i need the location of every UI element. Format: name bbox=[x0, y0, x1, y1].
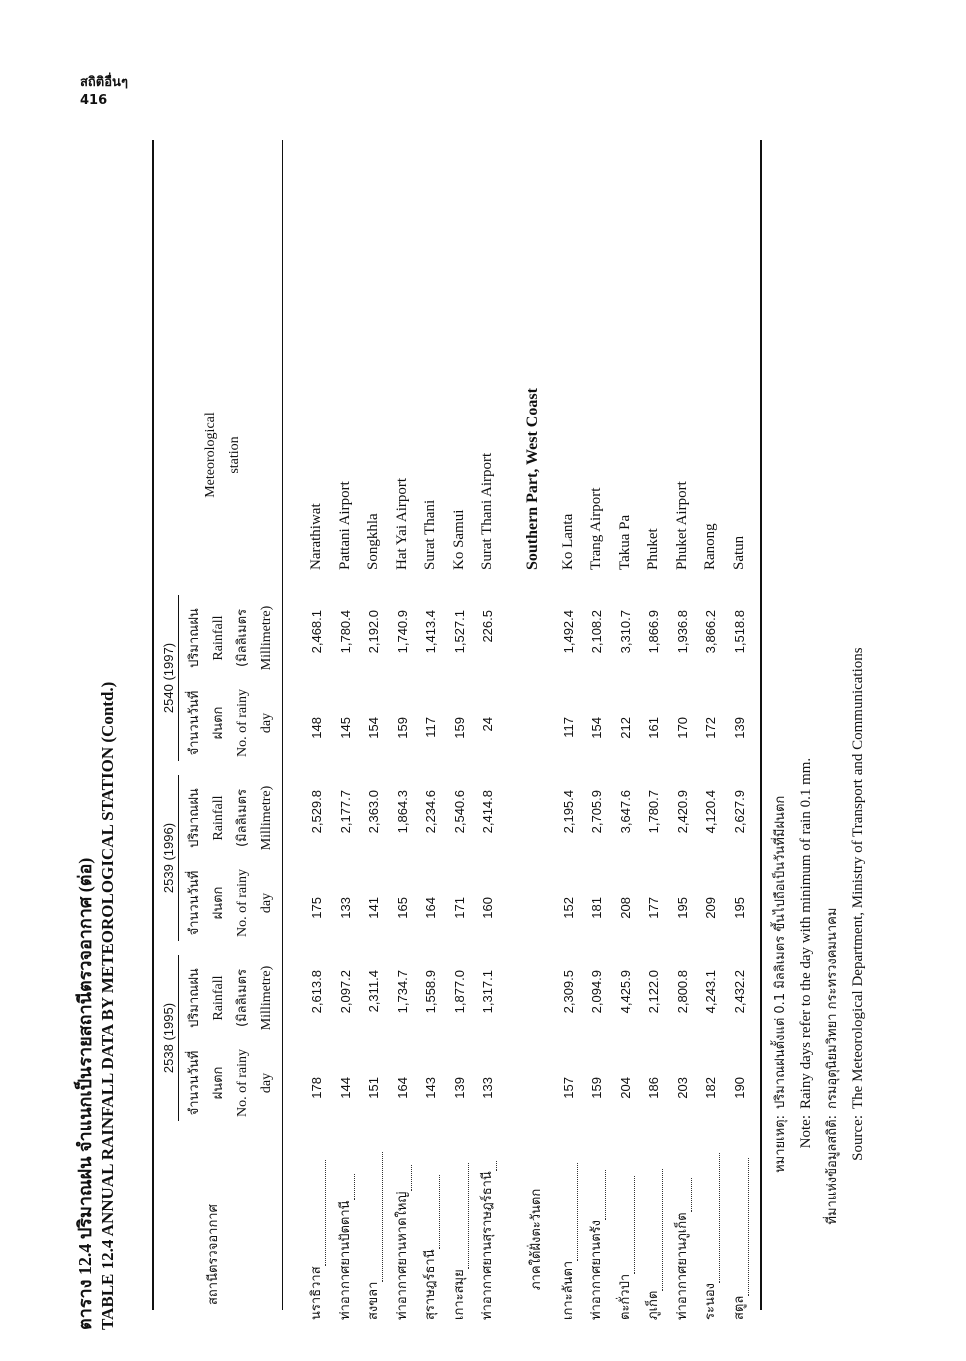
region-label-thai: ภาคใต้ฝั่งตะวันตก bbox=[528, 1188, 544, 1290]
note-text: กรมอุตุนิยมวิทยา กระทรวงคมนาคม bbox=[825, 907, 840, 1109]
leader-dots bbox=[593, 1170, 606, 1220]
rainfall-value: 1,936.8 bbox=[674, 610, 690, 654]
rainfall-value: 4,425.9 bbox=[617, 970, 633, 1014]
rainy-day-header: จำนวนวันที่ bbox=[187, 1050, 202, 1116]
rainy-day-value: 159 bbox=[451, 717, 467, 739]
station-name-thai bbox=[588, 1170, 606, 1320]
rainfall-value: 1,413.4 bbox=[423, 610, 438, 654]
rainfall-value: 2,195.4 bbox=[560, 790, 576, 834]
rainy-day-header: No. of rainy bbox=[235, 1048, 250, 1118]
rainfall-value: 2,192.0 bbox=[366, 610, 381, 654]
year-header: 2540 (1997) bbox=[161, 642, 176, 714]
header-bottom-rule bbox=[282, 140, 283, 1310]
note-label: Note: bbox=[798, 1115, 814, 1149]
rainy-day-value: 159 bbox=[589, 1077, 604, 1099]
station-name-english: Surat Thani Airport bbox=[479, 452, 495, 570]
station-name-english: Songkhla bbox=[365, 513, 381, 570]
rainfall-value: 1,527.1 bbox=[451, 610, 467, 654]
station-name-thai-text: สุราษฎร์ธานี bbox=[423, 1249, 438, 1320]
leader-dots bbox=[736, 1158, 749, 1296]
rainy-day-header: day bbox=[259, 1072, 274, 1094]
rainy-day-value: 164 bbox=[394, 1077, 410, 1099]
note-line bbox=[796, 758, 816, 1290]
rainy-day-value: 160 bbox=[480, 897, 495, 919]
rainy-day-value: 164 bbox=[423, 897, 438, 919]
page-number: 416 bbox=[80, 93, 108, 108]
leader-dots bbox=[622, 1176, 635, 1274]
station-name-english: Hat Yai Airport bbox=[393, 477, 410, 570]
station-header-thai: สถานีตรวจอากาศ bbox=[206, 1204, 221, 1305]
rainy-day-header: จำนวนวันที่ bbox=[187, 870, 202, 936]
note-line bbox=[848, 647, 868, 1290]
station-name-english: Trang Airport bbox=[588, 487, 604, 570]
station-name-thai-text: ระนอง bbox=[703, 1282, 718, 1320]
year-underline bbox=[178, 595, 179, 761]
page-header bbox=[80, 74, 128, 110]
rainfall-header: (มิลลิเมตร bbox=[235, 969, 250, 1028]
rainfall-header: ปริมาณฝน bbox=[187, 968, 202, 1028]
rainfall-value: 2,627.9 bbox=[731, 790, 747, 834]
rainy-day-value: 208 bbox=[617, 897, 633, 919]
rainfall-value: 2,234.6 bbox=[423, 790, 438, 834]
rainfall-value: 1,866.9 bbox=[646, 610, 661, 654]
rainy-day-value: 152 bbox=[560, 897, 576, 919]
table-bottom-rule bbox=[760, 140, 762, 1310]
rainfall-value: 2,097.2 bbox=[337, 970, 353, 1014]
station-name-english: Satun bbox=[730, 535, 747, 570]
station-name-thai bbox=[479, 1161, 497, 1320]
station-name-thai-text: สงขลา bbox=[366, 1281, 381, 1320]
station-name-english: Surat Thani bbox=[422, 499, 438, 570]
station-header-english: station bbox=[227, 436, 242, 474]
rainfall-value: 4,120.4 bbox=[703, 790, 718, 834]
rainfall-value: 1,734.7 bbox=[394, 970, 410, 1014]
rainy-day-value: 195 bbox=[674, 897, 690, 919]
station-name-thai bbox=[731, 1158, 749, 1320]
rainfall-value: 2,177.7 bbox=[337, 790, 353, 834]
rainy-day-value: 159 bbox=[394, 717, 410, 739]
table-title-thai: ตาราง 12.4 ปริมาณฝน จำแนกเป็นรายสถานีตรวจอากาศ (ต่อ) bbox=[75, 857, 95, 1330]
rainfall-value: 1,864.3 bbox=[394, 790, 410, 834]
leader-dots bbox=[679, 1178, 692, 1212]
leader-dots bbox=[707, 1153, 720, 1283]
station-name-thai-text: เกาะสมุย bbox=[451, 1269, 467, 1320]
station-name-english: Takua Pa bbox=[616, 514, 633, 570]
station-name-thai-text: สตูล bbox=[731, 1295, 747, 1320]
rainfall-header: Millimetre) bbox=[259, 965, 274, 1031]
rainy-day-value: 161 bbox=[646, 717, 661, 739]
rainfall-value: 1,780.4 bbox=[337, 610, 353, 654]
note-text: The Meteorological Department, Ministry of Transport and Communications bbox=[850, 647, 866, 1109]
station-name-thai-text: ท่าอากาศยานภูเก็ต bbox=[674, 1212, 690, 1320]
year-underline bbox=[178, 955, 179, 1121]
rainfall-value: 2,613.8 bbox=[309, 970, 324, 1014]
rainy-day-value: 148 bbox=[309, 717, 324, 739]
station-name-english: Phuket bbox=[645, 528, 661, 570]
rainy-day-value: 143 bbox=[423, 1077, 438, 1099]
rainfall-value: 3,866.2 bbox=[703, 610, 718, 654]
station-name-thai-text: ภูเก็ต bbox=[646, 1290, 661, 1320]
station-name-thai-text: ท่าอากาศยานสุราษฎร์ธานี bbox=[480, 1171, 495, 1320]
station-name-english: Pattani Airport bbox=[336, 481, 353, 570]
rainy-day-value: 117 bbox=[560, 717, 576, 738]
rainfall-value: 2,309.5 bbox=[560, 970, 576, 1014]
rainy-day-value: 178 bbox=[309, 1077, 324, 1099]
rainy-day-value: 24 bbox=[480, 717, 495, 732]
station-name-thai-text: ท่าอากาศยานหาดใหญ่ bbox=[394, 1191, 410, 1320]
rainy-day-value: 145 bbox=[337, 717, 353, 739]
rainfall-value: 226.5 bbox=[480, 610, 495, 643]
note-line bbox=[822, 908, 843, 1290]
rainfall-value: 1,558.9 bbox=[423, 970, 438, 1014]
rainy-day-header: ฝนตก bbox=[211, 886, 226, 920]
rainfall-value: 2,529.8 bbox=[309, 790, 324, 834]
rainfall-value: 1,317.1 bbox=[480, 970, 495, 1014]
station-name-thai bbox=[365, 1152, 383, 1320]
station-name-thai bbox=[308, 1160, 326, 1320]
rainy-day-value: 144 bbox=[337, 1077, 353, 1099]
rainfall-value: 2,540.6 bbox=[451, 790, 467, 834]
leader-dots bbox=[342, 1174, 355, 1200]
rainy-day-value: 133 bbox=[480, 1077, 495, 1099]
rainy-day-value: 154 bbox=[589, 717, 604, 739]
leader-dots bbox=[313, 1160, 326, 1266]
rainfall-value: 2,432.2 bbox=[731, 970, 747, 1014]
rainfall-value: 2,122.0 bbox=[646, 970, 661, 1014]
rainfall-value: 2,420.9 bbox=[674, 790, 690, 834]
rainy-day-header: No. of rainy bbox=[235, 688, 250, 758]
rainy-day-value: 177 bbox=[646, 897, 661, 919]
rainfall-value: 2,363.0 bbox=[366, 790, 381, 834]
station-name-thai-text: เกาะลันตา bbox=[560, 1260, 576, 1320]
rainfall-value: 4,243.1 bbox=[703, 970, 718, 1014]
rainfall-value: 1,780.7 bbox=[646, 790, 661, 834]
rainfall-value: 2,705.9 bbox=[589, 790, 604, 834]
station-name-thai bbox=[451, 1163, 469, 1320]
rainfall-value: 2,468.1 bbox=[309, 610, 324, 654]
rainfall-value: 2,414.8 bbox=[480, 790, 495, 834]
rainy-day-value: 175 bbox=[309, 897, 324, 919]
rainy-day-value: 209 bbox=[703, 897, 718, 919]
rainy-day-value: 154 bbox=[366, 717, 381, 739]
rainy-day-header: No. of rainy bbox=[235, 868, 250, 938]
note-text: Rainy days refer to the day with minimum of rain 0.1 mm. bbox=[798, 757, 814, 1109]
region-label-english: Southern Part, West Coast bbox=[523, 388, 541, 570]
rainfall-value: 2,800.8 bbox=[674, 970, 690, 1014]
note-text: ปริมาณฝนตั้งแต่ 0.1 มิลลิเมตร ขึ้นไปถือเป็นวันที่มีฝนตก bbox=[773, 795, 788, 1109]
rainfall-header: ปริมาณฝน bbox=[187, 608, 202, 668]
note-label: ที่มาแห่งข้อมูลสถิติ: bbox=[825, 1115, 840, 1225]
rainfall-header: Rainfall bbox=[211, 795, 226, 841]
leader-dots bbox=[650, 1169, 663, 1291]
note-label: หมายเหตุ: bbox=[773, 1115, 788, 1173]
leader-dots bbox=[370, 1152, 383, 1282]
year-underline bbox=[178, 775, 179, 941]
rainy-day-value: 182 bbox=[703, 1077, 718, 1099]
rainy-day-value: 172 bbox=[703, 717, 718, 739]
rainfall-value: 3,310.7 bbox=[617, 610, 633, 654]
rainy-day-value: 203 bbox=[674, 1077, 690, 1099]
rainy-day-header: ฝนตก bbox=[211, 1066, 226, 1100]
station-name-thai-text: ท่าอากาศยานตรัง bbox=[589, 1220, 604, 1320]
rainy-day-value: 181 bbox=[589, 897, 604, 919]
station-name-thai-text: ท่าอากาศยานปัตตานี bbox=[337, 1200, 353, 1320]
year-header: 2539 (1996) bbox=[161, 822, 176, 894]
rainfall-header: Rainfall bbox=[211, 615, 226, 661]
rainfall-header: Millimetre) bbox=[259, 785, 274, 851]
rainy-day-value: 171 bbox=[451, 897, 467, 919]
rainfall-header: ปริมาณฝน bbox=[187, 788, 202, 848]
rainy-day-header: day bbox=[259, 892, 274, 914]
rainfall-header: Millimetre) bbox=[259, 605, 274, 671]
section-label: สถิติอื่นๆ bbox=[80, 75, 128, 90]
rainfall-header: (มิลลิเมตร bbox=[235, 609, 250, 668]
rainy-day-value: 186 bbox=[646, 1077, 661, 1099]
rainfall-value: 2,108.2 bbox=[589, 610, 604, 654]
station-name-thai bbox=[617, 1176, 635, 1320]
rainy-day-header: จำนวนวันที่ bbox=[187, 690, 202, 756]
station-name-thai bbox=[394, 1165, 412, 1320]
rainy-day-value: 190 bbox=[731, 1077, 747, 1099]
rainy-day-value: 139 bbox=[451, 1077, 467, 1099]
rainy-day-value: 170 bbox=[674, 717, 690, 739]
rainy-day-value: 157 bbox=[560, 1077, 576, 1099]
note-line bbox=[770, 796, 791, 1290]
station-name-english: Ko Samui bbox=[450, 509, 467, 570]
year-header: 2538 (1995) bbox=[161, 1002, 176, 1074]
rainy-day-value: 139 bbox=[731, 717, 747, 739]
leader-dots bbox=[427, 1175, 440, 1249]
rainy-day-value: 195 bbox=[731, 897, 747, 919]
rainfall-value: 3,647.6 bbox=[617, 790, 633, 834]
rainy-day-header: ฝนตก bbox=[211, 706, 226, 740]
station-name-english: Phuket Airport bbox=[673, 481, 690, 570]
station-header-english: Meteorological bbox=[203, 412, 218, 498]
rainy-day-value: 165 bbox=[394, 897, 410, 919]
rainy-day-value: 141 bbox=[366, 897, 381, 919]
station-name-thai bbox=[422, 1175, 440, 1320]
rainfall-header: Rainfall bbox=[211, 975, 226, 1021]
table-title-english: TABLE 12.4 ANNUAL RAINFALL DATA BY METEOROLOGICAL STATION (Contd.) bbox=[98, 681, 117, 1330]
leader-dots bbox=[456, 1163, 469, 1269]
rainfall-value: 1,492.4 bbox=[560, 610, 576, 654]
rainfall-value: 1,877.0 bbox=[451, 970, 467, 1014]
note-label: Source: bbox=[850, 1115, 866, 1161]
station-name-thai bbox=[337, 1174, 355, 1320]
rainy-day-value: 204 bbox=[617, 1077, 633, 1099]
station-name-thai bbox=[645, 1169, 663, 1320]
leader-dots bbox=[399, 1165, 412, 1191]
station-name-english: Ranong bbox=[702, 523, 718, 570]
rotated-table-page bbox=[70, 130, 950, 1330]
station-name-thai bbox=[702, 1153, 720, 1320]
rainfall-header: (มิลลิเมตร bbox=[235, 789, 250, 848]
rainy-day-value: 133 bbox=[337, 897, 353, 919]
rainy-day-value: 117 bbox=[423, 717, 438, 738]
leader-dots bbox=[484, 1161, 497, 1171]
table-top-rule bbox=[152, 140, 154, 1310]
station-name-thai-text: ตะกั่วป่า bbox=[617, 1273, 633, 1320]
station-name-thai bbox=[674, 1178, 692, 1320]
leader-dots bbox=[565, 1163, 578, 1261]
rainy-day-value: 212 bbox=[617, 717, 633, 739]
station-name-english: Ko Lanta bbox=[559, 513, 576, 570]
rainy-day-value: 151 bbox=[366, 1077, 381, 1099]
rainfall-value: 1,518.8 bbox=[731, 610, 747, 654]
rainy-day-header: day bbox=[259, 712, 274, 734]
rainfall-value: 2,094.9 bbox=[589, 970, 604, 1014]
station-name-thai bbox=[560, 1163, 578, 1320]
station-name-english: Narathiwat bbox=[308, 503, 324, 570]
rainfall-value: 2,311.4 bbox=[366, 970, 381, 1013]
rainfall-value: 1,740.9 bbox=[394, 610, 410, 654]
station-name-thai-text: นราธิวาส bbox=[309, 1266, 324, 1320]
